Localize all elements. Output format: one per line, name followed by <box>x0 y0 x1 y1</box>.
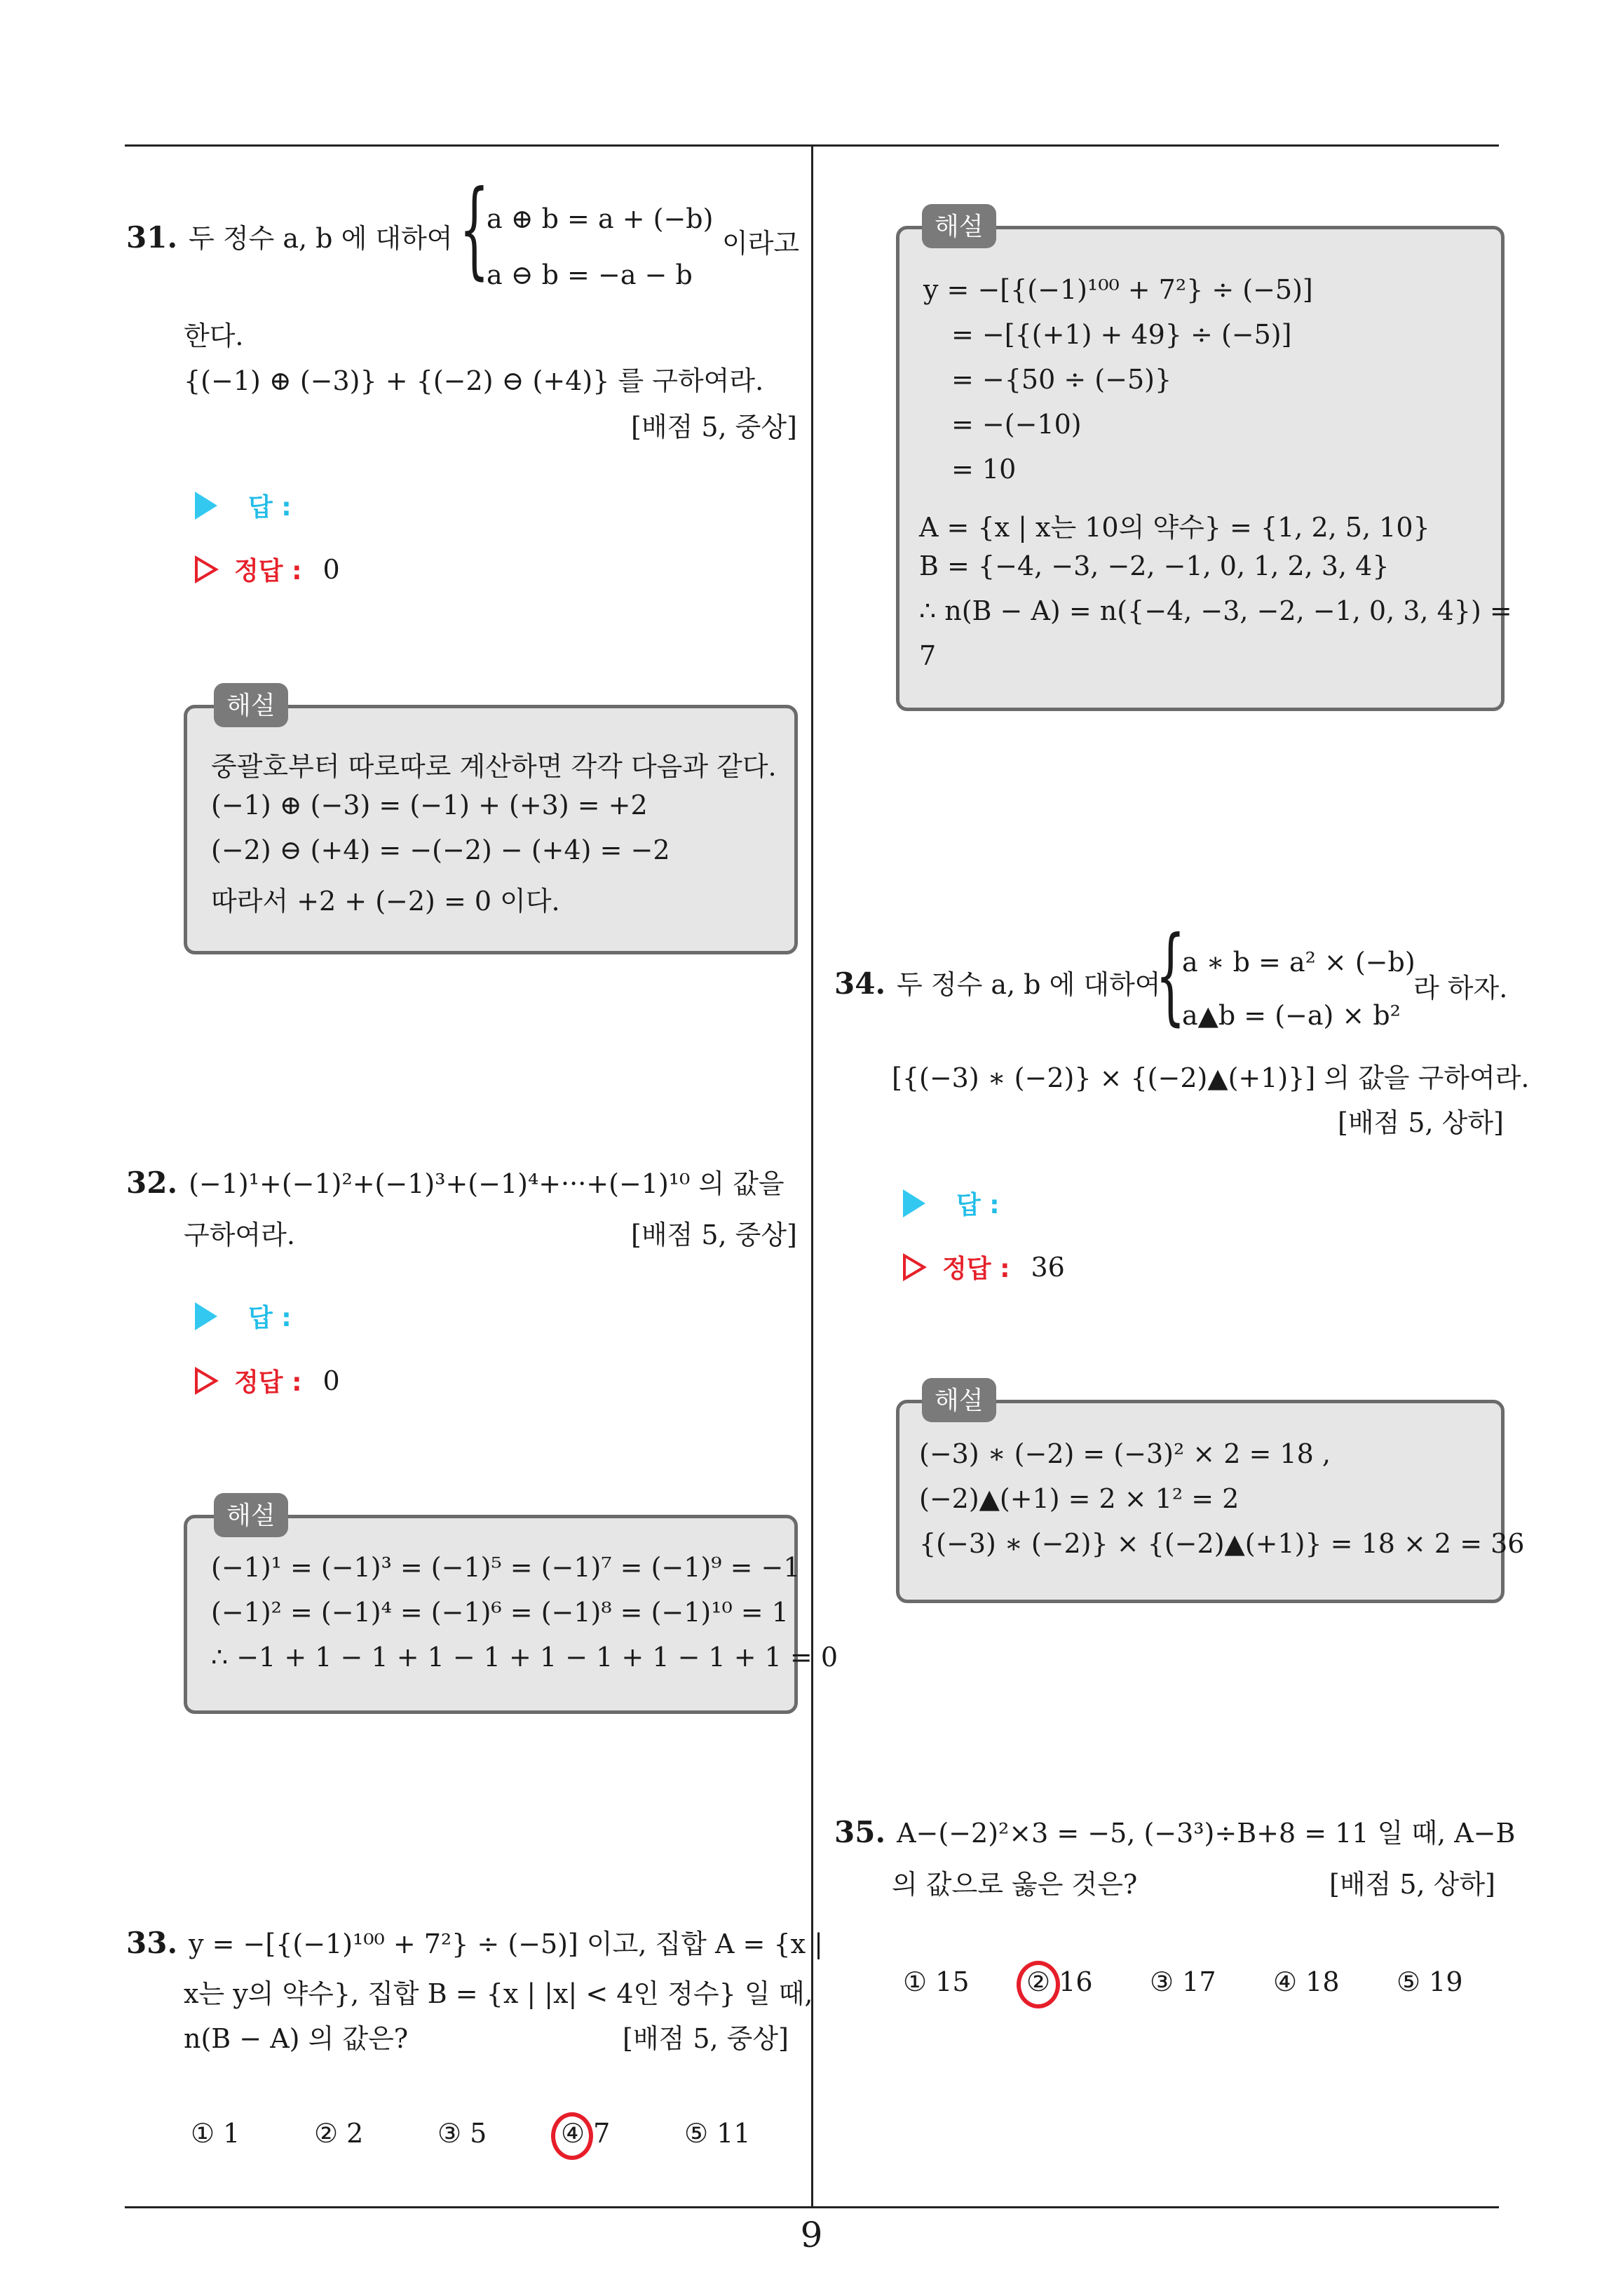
page-number: 9 <box>800 2215 823 2255</box>
correct-answer-row <box>195 1363 340 1398</box>
outline-arrow-icon <box>195 1367 219 1395</box>
question-line-1: (−1)¹+(−1)²+(−1)³+(−1)⁴+···+(−1)¹⁰ 의 값을 <box>189 1168 785 1199</box>
solution-box <box>184 1501 838 1714</box>
solution-tag: 해설 <box>922 1378 996 1422</box>
correct-answer-value: 0 <box>322 553 340 585</box>
choice-3[interactable]: ③ 17 <box>1150 1966 1216 1997</box>
solution-tag: 해설 <box>214 1493 288 1537</box>
solution-line: y = −[{(−1)¹⁰⁰ + 7²} ÷ (−5)] <box>923 274 1313 305</box>
correct-label: 정답 : <box>234 1368 302 1397</box>
solution-tag: 해설 <box>922 204 996 248</box>
solution-tag: 해설 <box>214 683 288 727</box>
question-line-2: x는 y의 약수}, 집합 B = {x | |x| < 4인 정수} 일 때, <box>184 1978 813 2009</box>
question-suffix: 라 하자. <box>1413 973 1508 1004</box>
bottom-rule <box>125 2206 1499 2208</box>
question-line-3: n(B − A) 의 값은? <box>184 2023 409 2054</box>
correct-answer-value: 0 <box>322 1365 340 1396</box>
correct-label: 정답 : <box>234 557 302 586</box>
system-eq-2: a ⊖ b = −a − b <box>487 259 693 290</box>
question-number: 32. <box>126 1166 178 1200</box>
score-label: [배점 5, 중상] <box>623 2023 789 2054</box>
column-divider <box>811 144 813 2208</box>
answer-label: 답 : <box>248 493 292 522</box>
solution-box <box>896 1386 1525 1603</box>
solution-line: B = {−4, −3, −2, −1, 0, 1, 2, 3, 4} <box>919 551 1390 581</box>
choice-5[interactable]: ⑤ 11 <box>684 2118 751 2149</box>
question-line-1: A−(−2)²×3 = −5, (−3³)÷B+8 = 11 일 때, A−B <box>897 1818 1516 1849</box>
choice-2[interactable]: ② 2 <box>314 2118 364 2149</box>
question-number: 34. <box>834 966 886 1001</box>
score-label: [배점 5, 중상] <box>631 1220 797 1250</box>
question-number: 31. <box>126 220 178 255</box>
solution-box <box>184 691 798 954</box>
question-line-2: [{(−3) ∗ (−2)} × {(−2)▲(+1)}] 의 값을 구하여라. <box>892 1062 1530 1093</box>
selected-answer-circle <box>1017 1961 1060 2008</box>
question-number: 33. <box>126 1926 178 1960</box>
solution-line: (−1)¹ = (−1)³ = (−1)⁵ = (−1)⁷ = (−1)⁹ = −1 <box>211 1552 801 1583</box>
question-line-2: 의 값으로 옳은 것은? <box>892 1869 1138 1900</box>
outline-arrow-icon <box>195 555 219 583</box>
correct-answer-row <box>903 1249 1065 1285</box>
choice-5[interactable]: ⑤ 19 <box>1397 1966 1463 1997</box>
system-brace: { <box>1155 914 1186 1036</box>
correct-label: 정답 : <box>942 1255 1010 1283</box>
question-line-2: 한다. <box>184 320 244 351</box>
question-number: 35. <box>834 1815 886 1849</box>
answer-arrow-icon <box>903 1189 925 1217</box>
solution-line: 중괄호부터 따로따로 계산하면 각각 다음과 같다. <box>211 751 777 782</box>
choice-4[interactable]: ④ 7 <box>561 2118 611 2149</box>
system-brace: { <box>459 168 489 290</box>
solution-line: (−2) ⊖ (+4) = −(−2) − (+4) = −2 <box>211 835 670 865</box>
choice-list <box>191 2118 768 2149</box>
question-prefix: 두 정수 a, b 에 대하여 <box>189 223 453 254</box>
solution-line: A = {x | x는 10의 약수} = {1, 2, 5, 10} <box>919 512 1430 543</box>
solution-line: 따라서 +2 + (−2) = 0 이다. <box>211 886 560 917</box>
choice-1[interactable]: ① 15 <box>903 1966 970 1997</box>
choice-1[interactable]: ① 1 <box>191 2118 240 2149</box>
solution-line: = −[{(+1) + 49} ÷ (−5)] <box>951 319 1292 350</box>
correct-answer-value: 36 <box>1031 1251 1065 1283</box>
question-suffix: 이라고 <box>722 228 800 259</box>
solution-line: ∴ n(B − A) = n({−4, −3, −2, −1, 0, 3, 4}) = <box>919 595 1512 626</box>
score-label: [배점 5, 상하] <box>1338 1107 1504 1138</box>
answer-label: 답 : <box>956 1191 1000 1220</box>
score-label: [배점 5, 중상] <box>631 412 797 443</box>
system-eq-1: a ⊕ b = a + (−b) <box>487 203 714 234</box>
solution-line: {(−3) ∗ (−2)} × {(−2)▲(+1)} = 18 × 2 = 36 <box>919 1528 1525 1559</box>
selected-answer-circle <box>551 2112 593 2160</box>
answer-row <box>195 487 292 523</box>
solution-line: (−1) ⊕ (−3) = (−1) + (+3) = +2 <box>211 790 648 821</box>
solution-line: = −(−10) <box>951 409 1082 440</box>
solution-box-q33 <box>896 212 1512 711</box>
choice-3[interactable]: ③ 5 <box>437 2118 487 2149</box>
score-label: [배점 5, 상하] <box>1329 1869 1495 1900</box>
question-prefix: 두 정수 a, b 에 대하여 <box>897 969 1161 1000</box>
solution-line: 7 <box>919 640 937 671</box>
choice-list <box>903 1966 1481 1997</box>
answer-arrow-icon <box>195 1302 217 1330</box>
choice-2[interactable]: ② 16 <box>1026 1966 1093 1997</box>
solution-line: (−3) ∗ (−2) = (−3)² × 2 = 18 , <box>919 1438 1331 1469</box>
solution-line: = −{50 ÷ (−5)} <box>951 364 1172 395</box>
answer-row <box>195 1298 292 1334</box>
choice-4[interactable]: ④ 18 <box>1273 1966 1340 1997</box>
question-line-1: y = −[{(−1)¹⁰⁰ + 7²} ÷ (−5)] 이고, 집합 A = {x | <box>189 1929 823 1959</box>
correct-answer-row <box>195 551 340 587</box>
question-line-3: {(−1) ⊕ (−3)} + {(−2) ⊖ (+4)} 를 구하여라. <box>184 365 764 396</box>
answer-arrow-icon <box>195 492 217 520</box>
answer-row <box>903 1185 1000 1221</box>
solution-line: = 10 <box>951 454 1017 485</box>
answer-label: 답 : <box>248 1304 292 1332</box>
solution-line: (−1)² = (−1)⁴ = (−1)⁶ = (−1)⁸ = (−1)¹⁰ = 1 <box>211 1597 789 1628</box>
system-eq-2: a▲b = (−a) × b² <box>1182 1000 1401 1031</box>
solution-line: (−2)▲(+1) = 2 × 1² = 2 <box>919 1483 1240 1514</box>
outline-arrow-icon <box>903 1253 927 1281</box>
system-eq-1: a ∗ b = a² × (−b) <box>1182 947 1415 978</box>
question-line-2: 구하여라. <box>184 1220 295 1250</box>
solution-line: ∴ −1 + 1 − 1 + 1 − 1 + 1 − 1 + 1 − 1 + 1 = 0 <box>211 1642 838 1673</box>
